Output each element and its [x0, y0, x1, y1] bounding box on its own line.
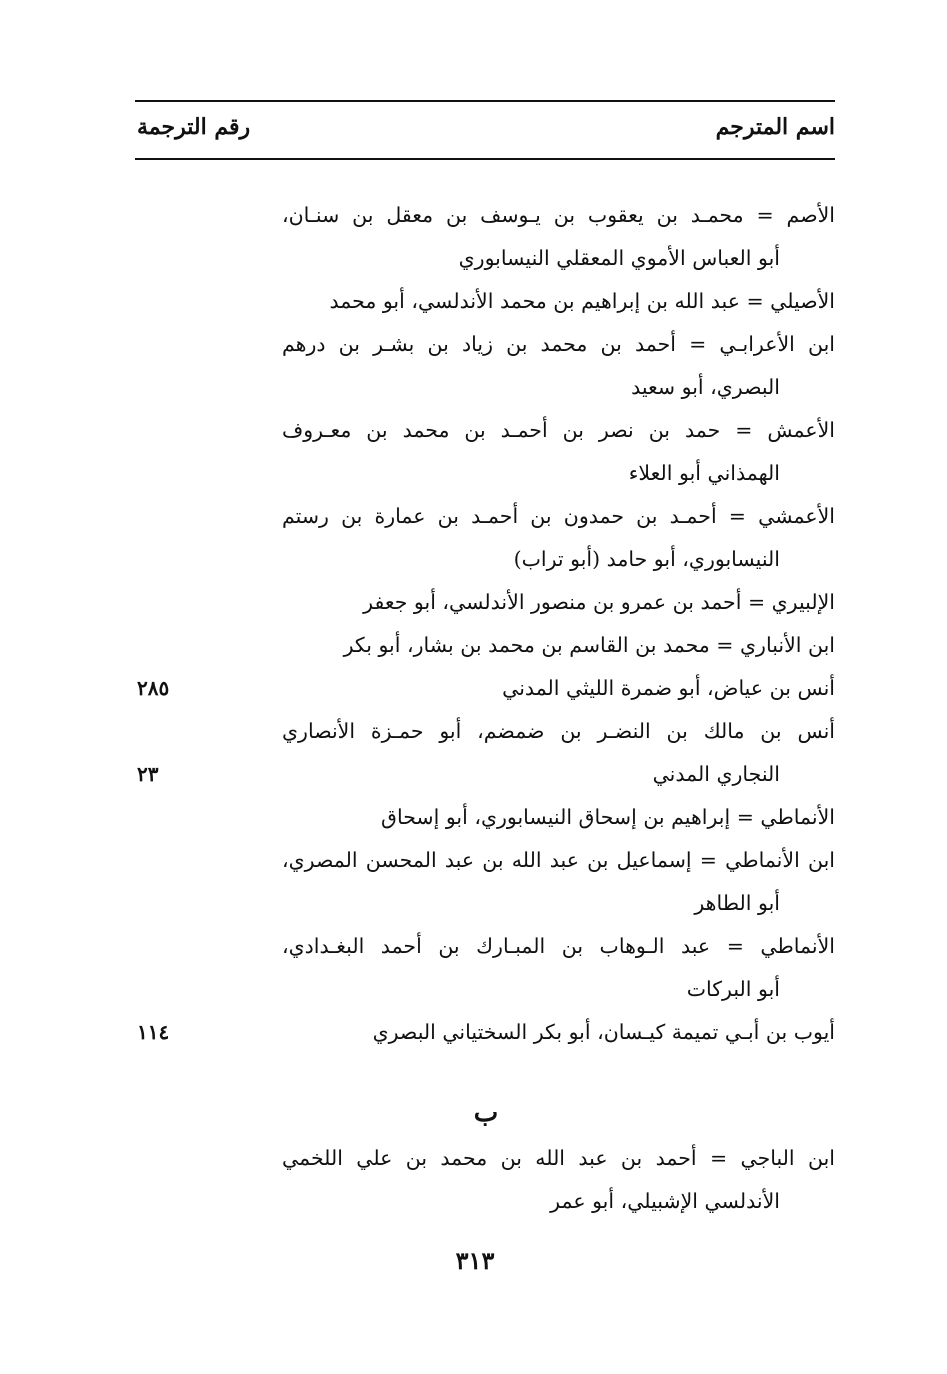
entry-line: ابن الأنماطي = إسماعيل بن عبد الله بن عبد المحسن المصري، — [282, 848, 835, 872]
header-bottom-rule — [135, 158, 835, 160]
entry-line: الأعمشي = أحمـد بن حمدون بن أحمـد بن عمارة بن رستم — [282, 504, 835, 528]
entry-continuation: الأندلسي الإشبيلي، أبو عمر — [550, 1189, 780, 1213]
page-number: ٣١٣ — [455, 1246, 495, 1275]
translation-number: ١١٤ — [137, 1020, 170, 1044]
entry-continuation: النيسابوري، أبو حامد (أبو تراب) — [513, 547, 780, 571]
entry-line: الإلبيري = أحمد بن عمرو بن منصور الأندلسي، أبو جعفر — [363, 590, 835, 614]
entry-line: ابن الأعرابـي = أحمد بن محمد بن زياد بن بشـر بن درهم — [282, 332, 835, 356]
entry-continuation: النجاري المدني — [652, 762, 780, 786]
translation-number: ٢٣ — [137, 762, 159, 786]
entry-line: أنس بن مالك بن النضـر بن ضمضم، أبو حمـزة الأنصاري — [282, 719, 835, 743]
column-header-name: اسم المترجم — [715, 114, 835, 140]
header-top-rule — [135, 100, 835, 102]
entry-line: ابن الباجي = أحمد بن عبد الله بن محمد بن علي اللخمي — [282, 1146, 835, 1170]
section-letter-heading: ب — [473, 1098, 499, 1128]
entry-continuation: البصري، أبو سعيد — [631, 375, 780, 399]
entry-line: الأنماطي = عبد الـوهاب بن المبـارك بن أحمد البغـدادي، — [282, 934, 835, 958]
entry-line: أيوب بن أبـي تميمة كيـسان، أبو بكر السختياني البصري — [372, 1020, 835, 1044]
entry-line: الأصيلي = عبد الله بن إبراهيم بن محمد الأندلسي، أبو محمد — [329, 289, 835, 313]
entry-continuation: الهمذاني أبو العلاء — [628, 461, 780, 485]
entry-continuation: أبو العباس الأموي المعقلي النيسابوري — [458, 246, 780, 270]
entry-line: أنس بن عياض، أبو ضمرة الليثي المدني — [502, 676, 835, 700]
entry-line: ابن الأنباري = محمد بن القاسم بن محمد بن بشار، أبو بكر — [343, 633, 835, 657]
entry-continuation: أبو البركات — [686, 977, 780, 1001]
column-header-number: رقم الترجمة — [137, 114, 251, 140]
entry-continuation: أبو الطاهر — [694, 891, 780, 915]
entry-line: الأعمش = حمد بن نصر بن أحمـد بن محمد بن معـروف — [282, 418, 835, 442]
entry-line: الأنماطي = إبراهيم بن إسحاق النيسابوري، أبو إسحاق — [381, 805, 835, 829]
entry-line: الأصم = محمـد بن يعقوب بن يـوسف بن معقل بن سنـان، — [282, 203, 835, 227]
translation-number: ٢٨٥ — [137, 676, 170, 700]
